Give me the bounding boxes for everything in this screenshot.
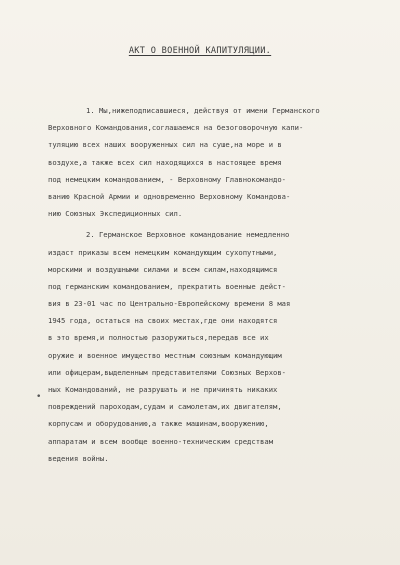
margin-mark: • — [36, 392, 42, 402]
paragraph-line: издаст приказы всем немецким командующим сухопутными, — [48, 247, 278, 257]
paragraph-line: оружие и военное имущество местным союзным командующим — [48, 350, 282, 360]
paragraph-line: ных Командований, не разрушать и не причинять никаких — [48, 385, 278, 394]
paragraph-line: под германским командованием, прекратить военные дейст- — [48, 281, 286, 291]
paragraph-1 — [48, 102, 370, 222]
paragraph-line: аппаратам и всем вообще военно-техническим средствам — [48, 436, 274, 446]
document-title: АКТ О ВОЕННОЙ КАПИТУЛЯЦИИ. — [128, 46, 272, 56]
paragraph-line: или офицерам,выделенным представителями Союзных Верхов- — [48, 367, 286, 377]
paragraph-2 — [48, 226, 370, 467]
paragraph-line: в это время,и полностью разоружиться,передав все их — [48, 333, 269, 343]
paragraph-line: 1945 года, остаться на своих местах,где они находятся — [48, 316, 278, 326]
paragraph-line: воздухе,а также всех сил находящихся в настоящее время — [48, 157, 282, 167]
paragraph-line: ванию Красной Армии и одновременно Верховному Командова- — [48, 191, 291, 201]
paragraph-line: под немецким командованием, - Верховному Главнокомандо- — [48, 174, 286, 184]
paragraph-line: Верховного Командования,соглашаемся на безоговорочную капи- — [48, 123, 304, 133]
paragraph-line: нию Союзных Экспедиционных сил. — [48, 209, 183, 219]
paragraph-line: вия в 23-01 час по Центрально-Европейскому времени 8 мая — [48, 299, 291, 309]
paragraph-line: 2. Германское Верховное командование немедленно — [86, 230, 290, 240]
paragraph-line: корпусам и оборудованию,а также машинам,вооружению, — [48, 419, 269, 429]
paragraph-line: ведения войны. — [48, 453, 109, 463]
paragraph-line: туляцию всех наших вооруженных сил на суше,на море и в — [48, 140, 282, 150]
paragraph-line: 1. Мы,нижеподписавшиеся, действуя от имени Германского — [86, 106, 320, 115]
document-body — [48, 102, 370, 467]
paragraph-line: повреждений пароходам,судам и самолетам,их двигателям, — [48, 402, 282, 412]
paragraph-line: морскими и воздушными силами и всем силам,находящимся — [48, 264, 278, 274]
